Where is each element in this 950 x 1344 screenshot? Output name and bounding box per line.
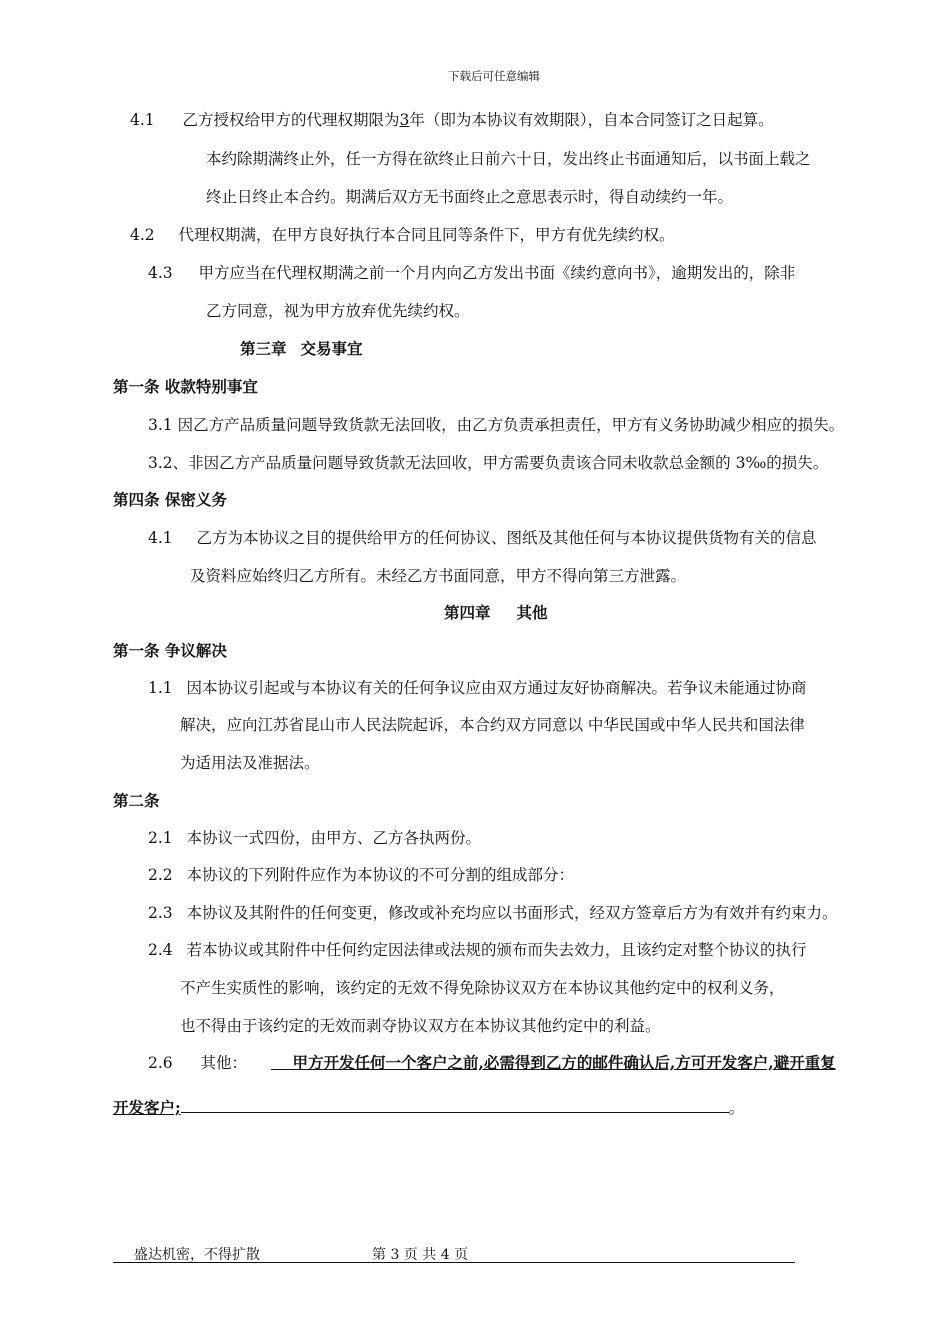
other-label: 其他： bbox=[200, 1054, 248, 1072]
clause-4-3-line2: 乙方同意，视为甲方放弃优先续约权。 bbox=[206, 302, 470, 320]
chapter-3-heading bbox=[240, 339, 363, 359]
clause-3-1: 3.1 因乙方产品质量问题导致货款无法回收，由乙方负责承担责任，甲方有义务协助减少相应的损失。 bbox=[148, 416, 845, 434]
fill-in-text: 甲方开发任何一个客户之前,必需得到乙方的邮件确认后,方可开发客户,避开重复 bbox=[292, 1053, 836, 1072]
clause-number: 4.1 bbox=[148, 529, 173, 547]
clause-4-1-line3: 终止日终止本合约。期满后双方无书面终止之意思表示时，得自动续约一年。 bbox=[206, 188, 734, 206]
clause-text: 甲方应当在代理权期满之前一个月内向乙方发出书面《续约意向书》，逾期发出的，除非 bbox=[198, 264, 796, 282]
clause-number: 2.2 bbox=[148, 866, 173, 884]
clause-4-3 bbox=[148, 263, 795, 283]
chapter-title: 其他 bbox=[516, 603, 548, 622]
page-header: 下载后可任意编辑 bbox=[448, 69, 540, 83]
article-confidentiality-heading: 第四条 保密义务 bbox=[113, 490, 227, 509]
clause-2-6 bbox=[148, 1053, 836, 1073]
clause-text: 本协议的下列附件应作为本协议的不可分割的组成部分： bbox=[186, 866, 575, 884]
clause-2-4 bbox=[148, 940, 807, 960]
clause-text: 乙方为本协议之目的提供给甲方的任何协议、图纸及其他任何与本协议提供货物有关的信息 bbox=[196, 529, 817, 547]
dispute-clause-1-1 bbox=[148, 678, 807, 698]
clause-text: 本协议及其附件的任何变更，修改或补充均应以书面形式，经双方签章后方为有效并有约束力。 bbox=[186, 904, 838, 922]
chapter-number: 第四章 bbox=[444, 603, 491, 622]
dispute-clause-line3: 为适用法及准据法。 bbox=[180, 754, 320, 772]
clause-2-2 bbox=[148, 865, 574, 885]
article-dispute-heading: 第一条 争议解决 bbox=[113, 641, 227, 660]
clause-3-2: 3.2、非因乙方产品质量问题导致货款无法回收，甲方需要负责该合同未收款总金额的 3‰的损失。 bbox=[148, 454, 829, 472]
clause-2-4-line3: 也不得由于该约定的无效而剥夺协议双方在本协议其他约定中的利益。 bbox=[180, 1017, 661, 1035]
confidentiality-clause-4-1 bbox=[148, 528, 817, 548]
clause-text: 若本协议或其附件中任何约定因法律或法规的颁布而失去效力，且该约定对整个协议的执行 bbox=[186, 941, 807, 959]
clause-number: 1.1 bbox=[148, 679, 173, 697]
clause-text-cont: 年（即为本协议有效期限），自本合同签订之日起算。 bbox=[409, 111, 774, 129]
clause-text: 乙方授权给甲方的代理权期限为 bbox=[182, 111, 400, 129]
term-years: 3 bbox=[399, 111, 410, 129]
chapter-4-heading bbox=[444, 603, 548, 623]
chapter-number: 第三章 bbox=[240, 339, 287, 358]
clause-2-3 bbox=[148, 903, 838, 923]
clause-number: 4.2 bbox=[130, 226, 155, 244]
clause-2-6-line2 bbox=[113, 1096, 744, 1118]
clause-number: 4.1 bbox=[130, 111, 155, 129]
article-collection-heading: 第一条 收款特别事宜 bbox=[113, 377, 258, 396]
clause-4-1-line2: 本约除期满终止外，任一方得在欲终止日前六十日，发出终止书面通知后，以书面上载之 bbox=[206, 150, 811, 168]
clause-number: 2.1 bbox=[148, 829, 173, 847]
clause-4-1 bbox=[130, 110, 774, 130]
article-2-heading: 第二条 bbox=[113, 791, 160, 810]
clause-number: 4.3 bbox=[148, 264, 173, 282]
footer-rule bbox=[113, 1262, 795, 1263]
clause-number: 2.6 bbox=[148, 1054, 173, 1072]
clause-2-4-line2: 不产生实质性的影响，该约定的无效不得免除协议双方在本协议其他约定中的权利义务， bbox=[180, 979, 785, 997]
clause-number: 2.3 bbox=[148, 904, 173, 922]
chapter-title: 交易事宜 bbox=[300, 339, 363, 358]
fill-in-blank bbox=[181, 1096, 729, 1113]
fill-in-gap bbox=[271, 1053, 293, 1072]
clause-text: 因本协议引起或与本协议有关的任何争议应由双方通过友好协商解决。若争议未能通过协商 bbox=[186, 679, 807, 697]
clause-2-1 bbox=[148, 828, 481, 848]
fill-in-end: 。 bbox=[728, 1099, 745, 1117]
confidentiality-clause-line2: 及资料应始终归乙方所有。未经乙方书面同意，甲方不得向第三方泄露。 bbox=[190, 567, 687, 585]
clause-number: 2.4 bbox=[148, 941, 173, 959]
dispute-clause-line2: 解决，应向江苏省昆山市人民法院起诉，本合约双方同意以 中华民国或中华人民共和国法律 bbox=[180, 716, 805, 734]
clause-text: 代理权期满，在甲方良好执行本合同且同等条件下，甲方有优先续约权。 bbox=[178, 226, 675, 244]
fill-in-text-cont: 开发客户; bbox=[113, 1098, 181, 1117]
footer-page-number: 第 3 页 共 4 页 bbox=[372, 1247, 469, 1263]
clause-4-2 bbox=[130, 225, 675, 245]
clause-text: 本协议一式四份，由甲方、乙方各执两份。 bbox=[186, 829, 482, 847]
footer-confidential: 盛达机密，不得扩散 bbox=[134, 1247, 260, 1263]
